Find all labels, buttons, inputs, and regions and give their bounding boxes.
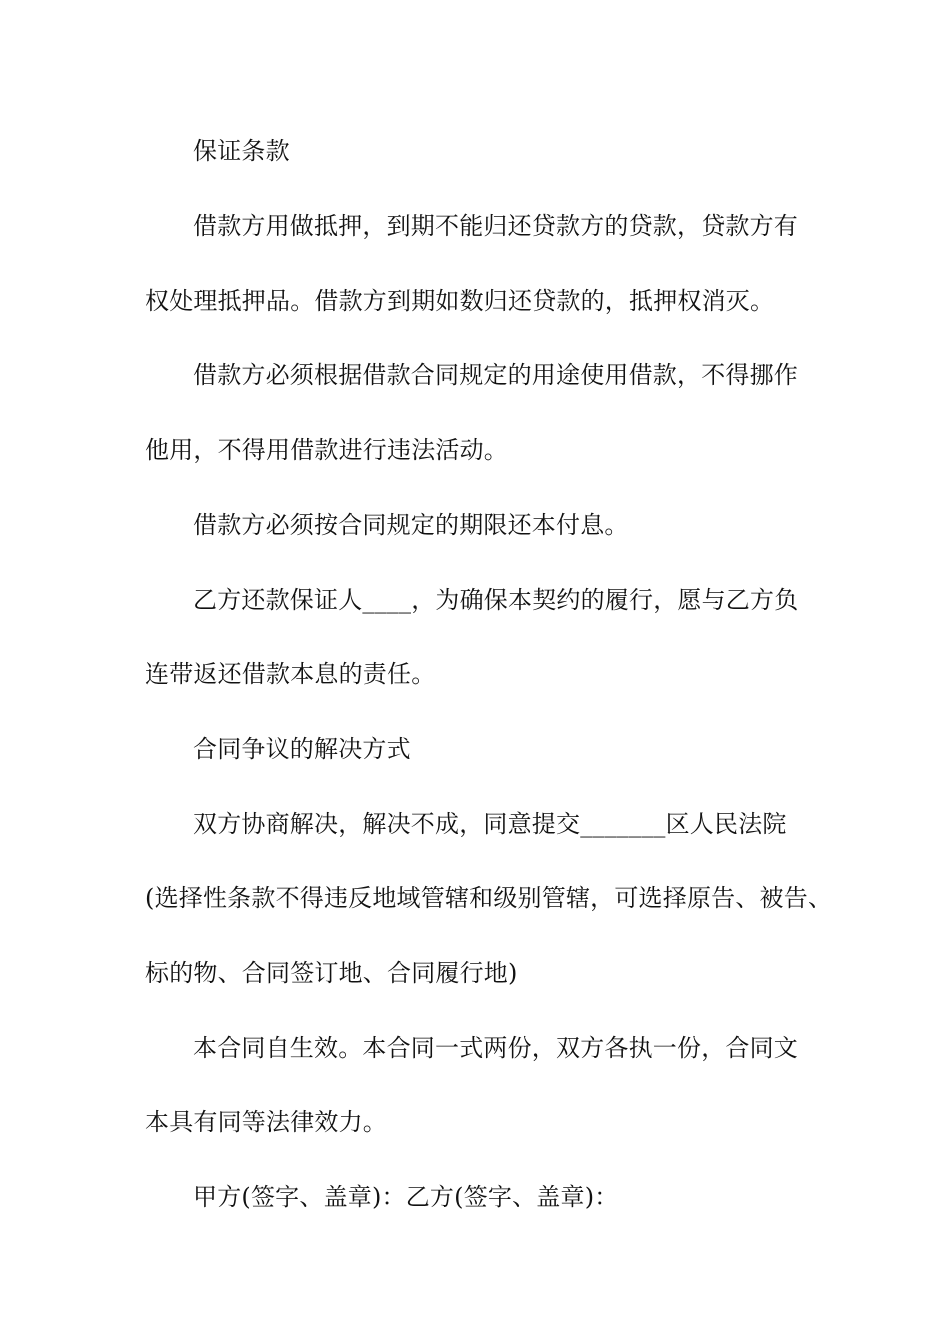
paragraph-line: 标的物、合同签订地、合同履行地)	[145, 959, 518, 987]
paragraph-line: 借款方必须按合同规定的期限还本付息。	[193, 511, 629, 539]
paragraph-line: 本合同自生效。本合同一式两份，双方各执一份，合同文	[193, 1034, 798, 1062]
paragraph-line: 借款方必须根据借款合同规定的用途使用借款，不得挪作	[193, 361, 798, 389]
section-heading-guarantee: 保证条款	[193, 137, 290, 165]
paragraph-line: (选择性条款不得违反地域管辖和级别管辖，可选择原告、被告、	[145, 884, 833, 912]
paragraph-line: 权处理抵押品。借款方到期如数归还贷款的，抵押权消灭。	[145, 287, 775, 315]
section-heading-dispute: 合同争议的解决方式	[193, 735, 411, 763]
paragraph-line: 借款方用做抵押，到期不能归还贷款方的贷款，贷款方有	[193, 212, 798, 240]
paragraph-line: 双方协商解决，解决不成，同意提交_______区人民法院	[193, 810, 787, 838]
paragraph-line: 本具有同等法律效力。	[145, 1108, 387, 1136]
paragraph-line: 他用，不得用借款进行违法活动。	[145, 436, 508, 464]
paragraph-line: 乙方还款保证人____，为确保本契约的履行，愿与乙方负	[193, 586, 799, 614]
paragraph-line: 连带返还借款本息的责任。	[145, 660, 436, 688]
signature-line: 甲方(签字、盖章)：乙方(签字、盖章)：	[193, 1183, 619, 1211]
